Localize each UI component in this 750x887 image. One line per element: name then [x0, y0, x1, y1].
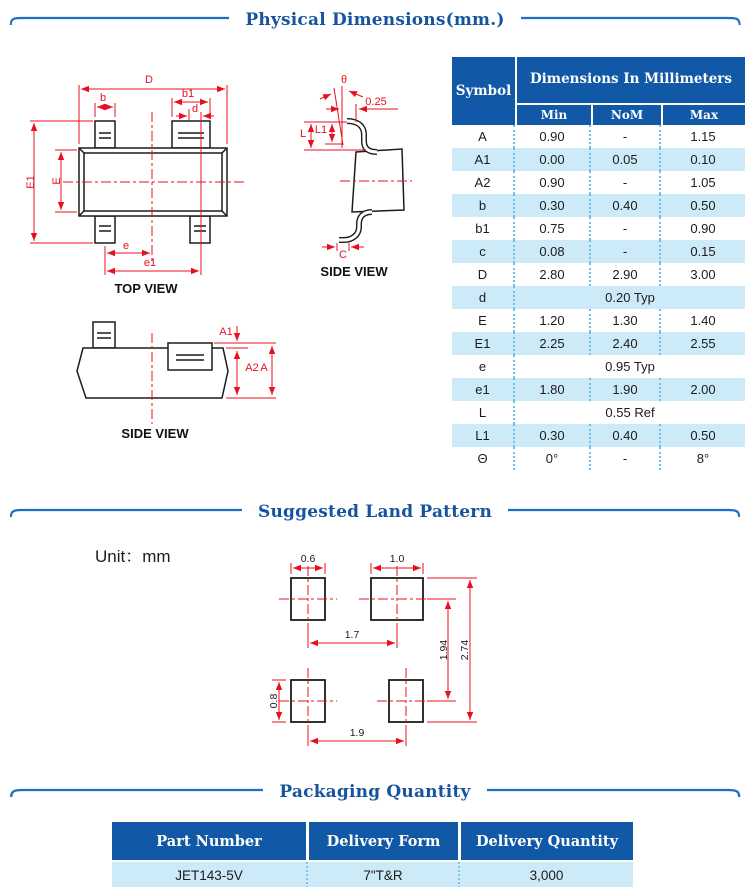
section-header-physical-dimensions [8, 8, 742, 32]
dim-min: 0.90 [515, 171, 591, 194]
dim-symbol: b1 [452, 217, 515, 240]
land-label-1-9: 1.9 [349, 727, 365, 739]
col-header-min: Min [515, 103, 591, 125]
dim-min: 0.90 [515, 125, 591, 148]
dim-nom: - [591, 447, 661, 470]
header-rule-right [508, 506, 742, 518]
col-header-group: Dimensions In Millimeters [515, 57, 745, 103]
dim-label-e: e [122, 240, 130, 252]
dim-span-value: 0.95 Typ [515, 355, 745, 378]
col-header-delivery-quantity: Delivery Quantity [458, 822, 633, 862]
dim-label-L: L [299, 128, 307, 140]
land-label-0-6: 0.6 [300, 553, 316, 565]
col-header-delivery-form: Delivery Form [306, 822, 458, 862]
dim-symbol: L [452, 401, 515, 424]
dim-symbol: E1 [452, 332, 515, 355]
delivery-form-value: 7"T&R [306, 862, 458, 887]
dim-symbol: c [452, 240, 515, 263]
dim-nom: 1.30 [591, 309, 661, 332]
section-title-physical: Physical Dimensions(mm.) [245, 10, 505, 30]
dim-label-d: d [191, 103, 199, 115]
dim-min: 0.00 [515, 148, 591, 171]
dim-label-E: E [51, 177, 63, 185]
col-header-max: Max [661, 103, 745, 125]
top-view-caption: TOP VIEW [114, 281, 178, 296]
land-label-2-74: 2.74 [459, 639, 471, 661]
theta-reference-lines [334, 86, 343, 148]
dim-nom: - [591, 171, 661, 194]
header-rule-left [8, 14, 229, 26]
side-view-bottom-caption: SIDE VIEW [121, 426, 189, 441]
dim-symbol: L1 [452, 424, 515, 447]
col-header-part-number: Part Number [112, 822, 306, 862]
dim-max: 8° [661, 447, 745, 470]
packaging-table [112, 822, 633, 887]
dim-nom: 0.40 [591, 424, 661, 447]
dim-max: 0.50 [661, 424, 745, 447]
col-header-symbol: Symbol [452, 57, 515, 125]
dim-label-A: A [260, 362, 268, 374]
dim-symbol: E [452, 309, 515, 332]
dimensions-table [452, 57, 745, 470]
dim-symbol: d [452, 286, 515, 309]
header-rule-left [8, 506, 242, 518]
dim-nom: 0.05 [591, 148, 661, 171]
side-view-right-caption: SIDE VIEW [320, 264, 388, 279]
dim-max: 3.00 [661, 263, 745, 286]
dim-nom: 0.40 [591, 194, 661, 217]
dim-label-A1: A1 [219, 326, 233, 338]
dim-max: 2.00 [661, 378, 745, 401]
front-pin [168, 343, 212, 370]
header-rule-left [8, 786, 263, 798]
dim-symbol: e1 [452, 378, 515, 401]
side-view-right-drawing [300, 74, 412, 279]
L-extension-lines [304, 122, 365, 150]
dim-max: 1.05 [661, 171, 745, 194]
dim-min: 2.80 [515, 263, 591, 286]
dim-max: 0.90 [661, 217, 745, 240]
land-pattern-diagram [0, 550, 500, 775]
dim-symbol: b [452, 194, 515, 217]
dim-min: 0.75 [515, 217, 591, 240]
side-view-bottom-drawing [77, 322, 276, 441]
unit-label: Unit：mm [95, 547, 171, 566]
solder-pads [291, 578, 423, 722]
dim-min: 2.25 [515, 332, 591, 355]
dim-max: 1.15 [661, 125, 745, 148]
dim-nom: 2.40 [591, 332, 661, 355]
col-header-nom: NoM [591, 103, 661, 125]
land-label-1-0: 1.0 [389, 553, 405, 565]
dim-min: 0° [515, 447, 591, 470]
dim-symbol: A2 [452, 171, 515, 194]
packaging-data-row [112, 862, 633, 887]
section-title-packaging: Packaging Quantity [279, 782, 471, 802]
land-label-1-94: 1.94 [438, 639, 450, 661]
dim-max: 0.10 [661, 148, 745, 171]
dim-symbol: A [452, 125, 515, 148]
land-label-0-8: 0.8 [268, 693, 280, 709]
header-rule-right [521, 14, 742, 26]
dim-label-b1: b1 [181, 88, 195, 100]
dim-min: 0.08 [515, 240, 591, 263]
dim-label-L1: L1 [314, 124, 328, 136]
dim-label-D: D [145, 74, 153, 86]
dim-min: 0.30 [515, 194, 591, 217]
dim-nom: - [591, 217, 661, 240]
land-pattern-drawing [268, 553, 477, 746]
dim-symbol: Θ [452, 447, 515, 470]
land-label-1-7: 1.7 [344, 629, 360, 641]
dim-min: 1.80 [515, 378, 591, 401]
top-view-drawing [25, 74, 245, 296]
dim-symbol: D [452, 263, 515, 286]
dim-nom: 1.90 [591, 378, 661, 401]
dim-span-value: 0.20 Typ [515, 286, 745, 309]
dim-label-e1: e1 [143, 257, 157, 269]
dim-max: 1.40 [661, 309, 745, 332]
dim-nom: - [591, 240, 661, 263]
dim-max: 0.50 [661, 194, 745, 217]
dim-symbol: e [452, 355, 515, 378]
part-number-value: JET143-5V [112, 862, 306, 887]
dim-nom: - [591, 125, 661, 148]
dim-span-value: 0.55 Ref [515, 401, 745, 424]
dim-label-theta: θ [340, 74, 348, 86]
dim-max: 2.55 [661, 332, 745, 355]
section-header-packaging [8, 780, 742, 804]
dim-label-0-25: 0.25 [365, 96, 387, 108]
packaging-header-row [112, 822, 633, 862]
dim-max: 0.15 [661, 240, 745, 263]
dim-label-C: C [339, 249, 347, 261]
rear-pin [93, 322, 115, 348]
delivery-quantity-value: 3,000 [458, 862, 633, 887]
dim-min: 1.20 [515, 309, 591, 332]
package-dimension-drawing [0, 55, 460, 455]
header-rule-right [487, 786, 742, 798]
section-title-land: Suggested Land Pattern [258, 502, 492, 522]
dim-label-b: b [99, 92, 107, 104]
dim-nom: 2.90 [591, 263, 661, 286]
dim-label-E1: E1 [25, 175, 37, 189]
section-header-land-pattern [8, 500, 742, 524]
dim-label-A2: A2 [245, 362, 259, 374]
dim-symbol: A1 [452, 148, 515, 171]
dim-min: 0.30 [515, 424, 591, 447]
